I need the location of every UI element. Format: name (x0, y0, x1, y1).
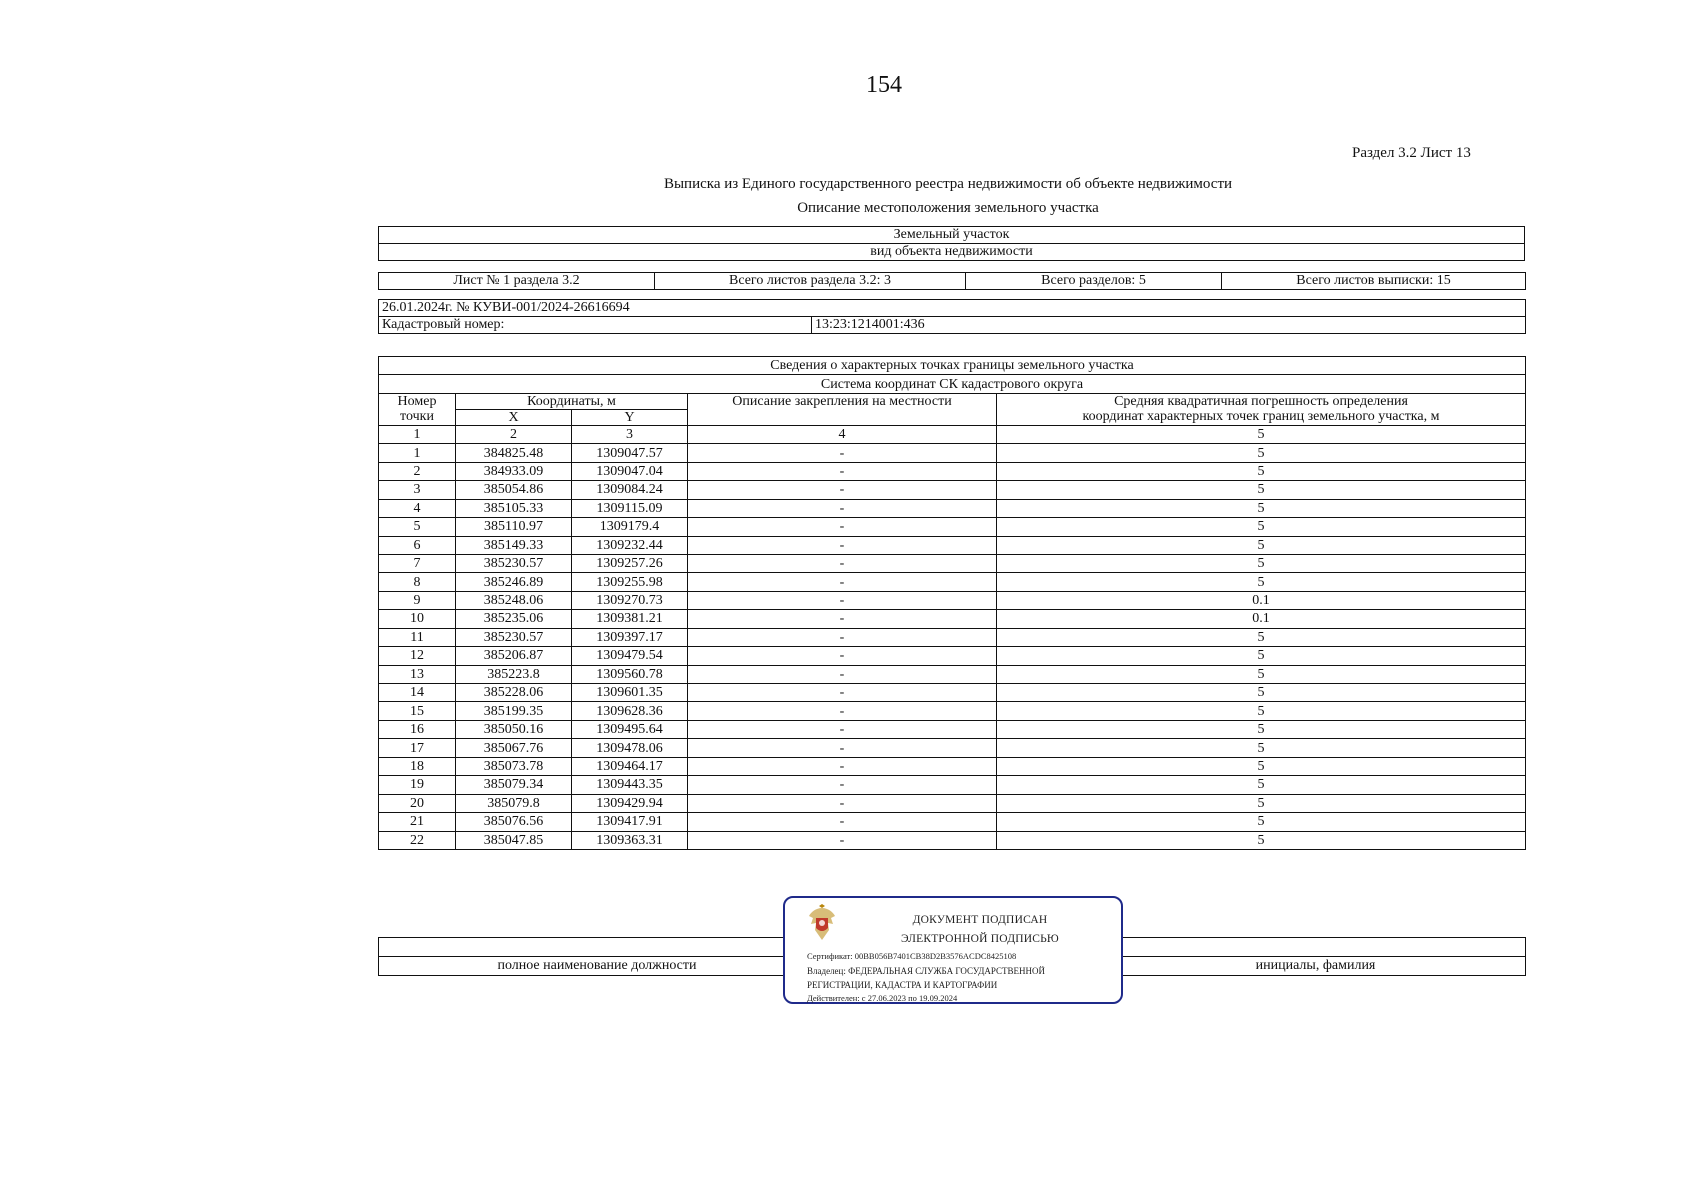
y-coordinate-cell: 1309084.24 (572, 481, 688, 499)
x-coordinate-cell: 385079.8 (456, 794, 572, 812)
table-row (379, 462, 1526, 480)
y-coordinate-cell: 1309257.26 (572, 554, 688, 572)
description-cell: - (688, 647, 997, 665)
x-coordinate-cell: 385246.89 (456, 573, 572, 591)
description-cell: - (688, 518, 997, 536)
x-coordinate-cell: 385050.16 (456, 720, 572, 738)
description-cell: - (688, 702, 997, 720)
error-cell: 5 (997, 757, 1526, 775)
y-coordinate-cell: 1309479.54 (572, 647, 688, 665)
description-cell: - (688, 684, 997, 702)
table-row (379, 610, 1526, 628)
error-cell: 5 (997, 647, 1526, 665)
x-coordinate-cell: 385228.06 (456, 684, 572, 702)
table-row (379, 776, 1526, 794)
table-row (379, 444, 1526, 462)
description-cell: - (688, 462, 997, 480)
point-number-cell: 9 (379, 591, 456, 609)
table-row (379, 481, 1526, 499)
error-cell: 5 (997, 831, 1526, 849)
x-coordinate-cell: 384933.09 (456, 462, 572, 480)
total-extract-sheets: Всего листов выписки: 15 (1222, 273, 1526, 290)
column-number: 4 (688, 425, 997, 443)
header-point-number (379, 393, 456, 425)
x-coordinate-cell: 385235.06 (456, 610, 572, 628)
y-coordinate-cell: 1309115.09 (572, 499, 688, 517)
point-number-cell: 14 (379, 684, 456, 702)
total-section-sheets: Всего листов раздела 3.2: 3 (655, 273, 966, 290)
cadastral-number-value: 13:23:1214001:436 (812, 317, 1526, 334)
column-number: 1 (379, 425, 456, 443)
error-cell: 5 (997, 813, 1526, 831)
table-row (379, 813, 1526, 831)
x-coordinate-cell: 384825.48 (456, 444, 572, 462)
cadastral-number-label: Кадастровый номер: (379, 317, 812, 334)
table-row (379, 591, 1526, 609)
error-cell: 5 (997, 776, 1526, 794)
error-cell: 0.1 (997, 591, 1526, 609)
sheet-number: Лист № 1 раздела 3.2 (379, 273, 655, 290)
y-coordinate-cell: 1309628.36 (572, 702, 688, 720)
description-cell: - (688, 610, 997, 628)
header-error-line1: Средняя квадратичная погрешность определения (1114, 394, 1408, 410)
y-coordinate-cell: 1309478.06 (572, 739, 688, 757)
y-coordinate-cell: 1309417.91 (572, 813, 688, 831)
header-point-number-line2: точки (400, 409, 434, 425)
point-number-cell: 7 (379, 554, 456, 572)
description-cell: - (688, 499, 997, 517)
error-cell: 5 (997, 702, 1526, 720)
description-cell: - (688, 813, 997, 831)
x-coordinate-cell: 385223.8 (456, 665, 572, 683)
point-number-cell: 3 (379, 481, 456, 499)
y-coordinate-cell: 1309047.04 (572, 462, 688, 480)
error-cell: 5 (997, 481, 1526, 499)
header-point-number-line1: Номер (397, 394, 437, 410)
point-number-cell: 17 (379, 739, 456, 757)
x-coordinate-cell: 385206.87 (456, 647, 572, 665)
y-coordinate-cell: 1309047.57 (572, 444, 688, 462)
document-subtitle: Описание местоположения земельного участка (797, 200, 1099, 216)
point-number-cell: 22 (379, 831, 456, 849)
stamp-certificate: Сертификат: 00BB056B7401CB38D2B3576ACDC8425108 (807, 951, 1017, 961)
description-cell: - (688, 739, 997, 757)
point-number-cell: 19 (379, 776, 456, 794)
error-cell: 5 (997, 462, 1526, 480)
point-number-cell: 16 (379, 720, 456, 738)
column-number: 5 (997, 425, 1526, 443)
coat-of-arms-icon (805, 904, 839, 944)
point-number-cell: 6 (379, 536, 456, 554)
stamp-owner-line1: Владелец: ФЕДЕРАЛЬНАЯ СЛУЖБА ГОСУДАРСТВЕННОЙ (807, 966, 1046, 976)
y-coordinate-cell: 1309495.64 (572, 720, 688, 738)
table-row (379, 794, 1526, 812)
position-caption: полное наименование должности (379, 957, 816, 976)
x-coordinate-cell: 385110.97 (456, 518, 572, 536)
table-row (379, 554, 1526, 572)
x-coordinate-cell: 385230.57 (456, 554, 572, 572)
x-coordinate-cell: 385076.56 (456, 813, 572, 831)
description-cell: - (688, 757, 997, 775)
point-number-cell: 5 (379, 518, 456, 536)
x-coordinate-cell: 385054.86 (456, 481, 572, 499)
error-cell: 5 (997, 665, 1526, 683)
point-number-cell: 21 (379, 813, 456, 831)
point-number-cell: 2 (379, 462, 456, 480)
table-row (379, 499, 1526, 517)
y-coordinate-cell: 1309179.4 (572, 518, 688, 536)
stamp-subtitle: ЭЛЕКТРОННОЙ ПОДПИСЬЮ (901, 933, 1059, 945)
description-cell: - (688, 776, 997, 794)
y-coordinate-cell: 1309601.35 (572, 684, 688, 702)
column-number: 3 (572, 425, 688, 443)
error-cell: 0.1 (997, 610, 1526, 628)
x-coordinate-cell: 385047.85 (456, 831, 572, 849)
point-number-cell: 1 (379, 444, 456, 462)
meta-table (378, 299, 1526, 334)
table-row (379, 720, 1526, 738)
description-cell: - (688, 591, 997, 609)
extract-date-number: 26.01.2024г. № КУВИ-001/2024-26616694 (379, 300, 1526, 317)
table-row (379, 665, 1526, 683)
header-y: Y (572, 409, 688, 425)
object-type: Земельный участок (379, 227, 1525, 244)
point-number-cell: 18 (379, 757, 456, 775)
error-cell: 5 (997, 554, 1526, 572)
y-coordinate-cell: 1309560.78 (572, 665, 688, 683)
point-number-cell: 15 (379, 702, 456, 720)
point-number-cell: 11 (379, 628, 456, 646)
page-number: 154 (866, 72, 902, 98)
header-x: X (456, 409, 572, 425)
description-cell: - (688, 628, 997, 646)
point-number-cell: 4 (379, 499, 456, 517)
y-coordinate-cell: 1309397.17 (572, 628, 688, 646)
header-error-line2: координат характерных точек границ земельного участка, м (1082, 409, 1440, 425)
description-cell: - (688, 554, 997, 572)
y-coordinate-cell: 1309429.94 (572, 794, 688, 812)
object-type-table (378, 226, 1525, 261)
y-coordinate-cell: 1309255.98 (572, 573, 688, 591)
description-cell: - (688, 573, 997, 591)
point-number-cell: 20 (379, 794, 456, 812)
point-number-cell: 12 (379, 647, 456, 665)
description-cell: - (688, 665, 997, 683)
coordinate-system: Система координат СК кадастрового округа (379, 375, 1526, 393)
sheet-info-table (378, 272, 1526, 290)
x-coordinate-cell: 385230.57 (456, 628, 572, 646)
description-cell: - (688, 481, 997, 499)
stamp-title: ДОКУМЕНТ ПОДПИСАН (912, 914, 1048, 926)
electronic-signature-stamp (783, 896, 1123, 1004)
y-coordinate-cell: 1309270.73 (572, 591, 688, 609)
table-row (379, 573, 1526, 591)
error-cell: 5 (997, 739, 1526, 757)
table-row (379, 757, 1526, 775)
stamp-validity: Действителен: с 27.06.2023 по 19.09.2024 (807, 993, 958, 1003)
error-cell: 5 (997, 444, 1526, 462)
table-row (379, 702, 1526, 720)
document-title: Выписка из Единого государственного реестра недвижимости об объекте недвижимости (663, 176, 1233, 192)
stamp-owner-line2: РЕГИСТРАЦИИ, КАДАСТРА И КАРТОГРАФИИ (807, 980, 998, 990)
header-coordinates: Координаты, м (456, 393, 688, 409)
x-coordinate-cell: 385199.35 (456, 702, 572, 720)
description-cell: - (688, 536, 997, 554)
description-cell: - (688, 794, 997, 812)
point-number-cell: 13 (379, 665, 456, 683)
description-cell: - (688, 831, 997, 849)
table-row (379, 518, 1526, 536)
header-description: Описание закрепления на местности (688, 393, 997, 425)
points-table-caption: Сведения о характерных точках границы земельного участка (379, 357, 1526, 375)
x-coordinate-cell: 385149.33 (456, 536, 572, 554)
x-coordinate-cell: 385067.76 (456, 739, 572, 757)
error-cell: 5 (997, 518, 1526, 536)
x-coordinate-cell: 385105.33 (456, 499, 572, 517)
object-type-caption: вид объекта недвижимости (379, 244, 1525, 261)
boundary-points-table (378, 356, 1526, 850)
y-coordinate-cell: 1309363.31 (572, 831, 688, 849)
section-sheet-label: Раздел 3.2 Лист 13 (1352, 145, 1471, 161)
point-number-cell: 10 (379, 610, 456, 628)
column-number: 2 (456, 425, 572, 443)
table-row (379, 628, 1526, 646)
x-coordinate-cell: 385073.78 (456, 757, 572, 775)
error-cell: 5 (997, 499, 1526, 517)
y-coordinate-cell: 1309232.44 (572, 536, 688, 554)
y-coordinate-cell: 1309443.35 (572, 776, 688, 794)
column-number-row (379, 425, 1526, 443)
name-caption: инициалы, фамилия (1106, 957, 1526, 976)
error-cell: 5 (997, 628, 1526, 646)
table-row (379, 739, 1526, 757)
error-cell: 5 (997, 573, 1526, 591)
error-cell: 5 (997, 684, 1526, 702)
error-cell: 5 (997, 720, 1526, 738)
y-coordinate-cell: 1309464.17 (572, 757, 688, 775)
table-row (379, 536, 1526, 554)
description-cell: - (688, 444, 997, 462)
point-number-cell: 8 (379, 573, 456, 591)
error-cell: 5 (997, 794, 1526, 812)
y-coordinate-cell: 1309381.21 (572, 610, 688, 628)
table-row (379, 831, 1526, 849)
table-row (379, 647, 1526, 665)
table-row (379, 684, 1526, 702)
header-error (997, 393, 1526, 425)
description-cell: - (688, 720, 997, 738)
x-coordinate-cell: 385079.34 (456, 776, 572, 794)
error-cell: 5 (997, 536, 1526, 554)
total-sections: Всего разделов: 5 (966, 273, 1222, 290)
x-coordinate-cell: 385248.06 (456, 591, 572, 609)
